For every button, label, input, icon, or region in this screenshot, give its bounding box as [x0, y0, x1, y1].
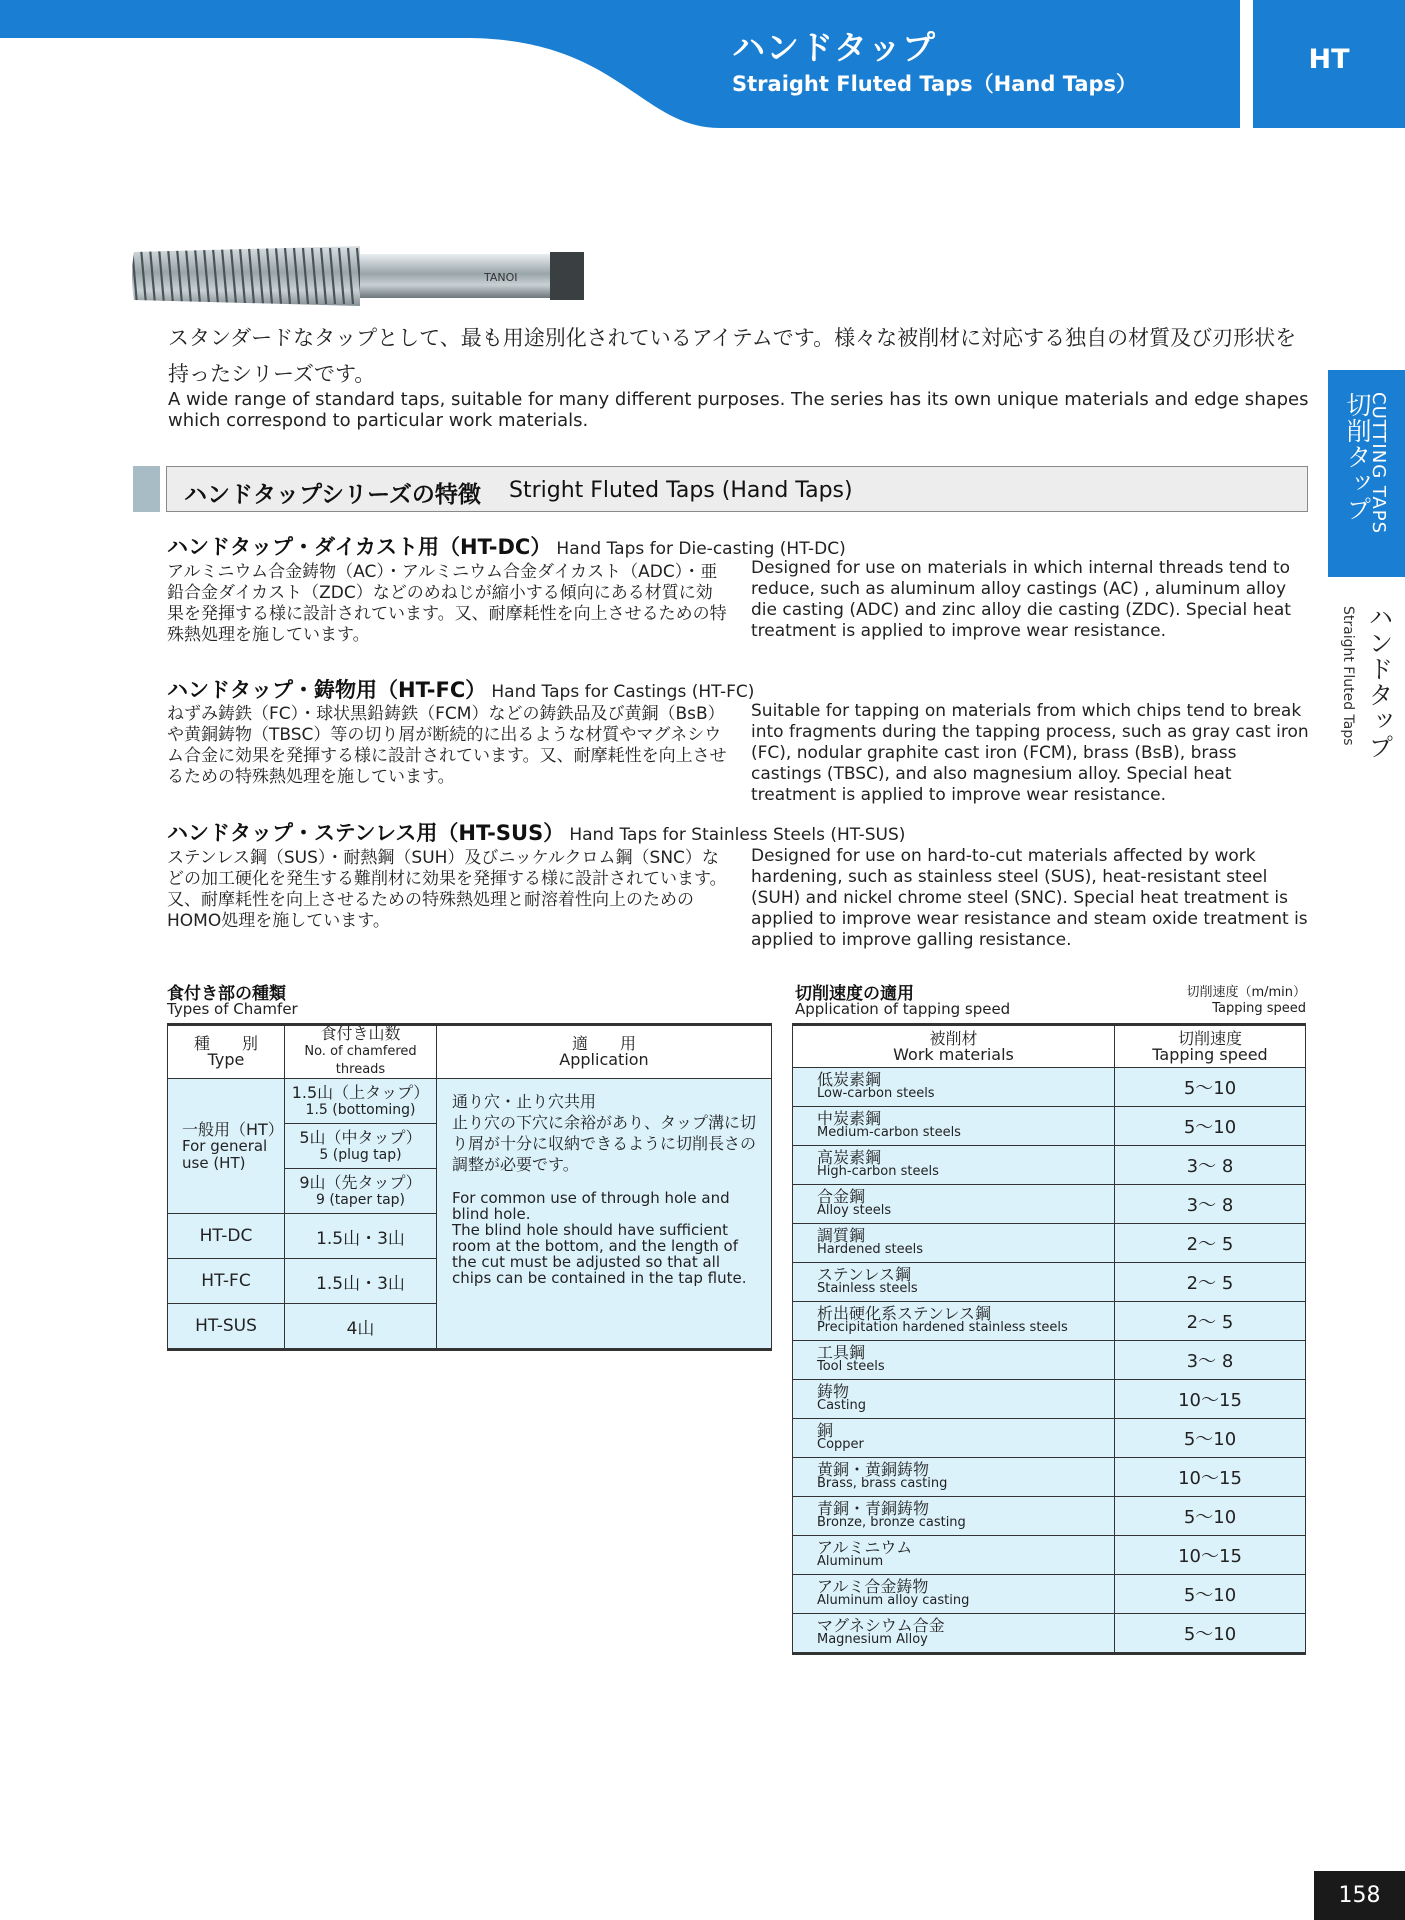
- side-tab-label-en: CUTTING TAPS: [1368, 392, 1389, 535]
- features-heading-ja: ハンドタップシリーズの特徴: [184, 482, 481, 508]
- table-row: [793, 1341, 1306, 1380]
- tapping-speed-cell: 3～ 8: [1115, 1146, 1306, 1185]
- material-name-en: Bronze, bronze casting: [817, 1515, 966, 1530]
- section-code: HT: [1308, 44, 1350, 75]
- material-name-en: Precipitation hardened stainless steels: [817, 1320, 1068, 1335]
- table-row: [793, 1146, 1306, 1185]
- tapping-speed-cell: 5～10: [1115, 1575, 1306, 1614]
- material-name-en: Alloy steels: [817, 1203, 892, 1218]
- material-name-ja: 鋳物: [817, 1382, 850, 1401]
- hand-tap-image: [130, 240, 600, 312]
- work-material-cell: [793, 1224, 1115, 1263]
- work-material-cell: [793, 1341, 1115, 1380]
- tapping-speed-cell: 2～ 5: [1115, 1224, 1306, 1263]
- material-name-en: Tool steels: [817, 1359, 885, 1374]
- threads-cell: 4山: [285, 1304, 437, 1350]
- material-name-ja: 銅: [817, 1421, 834, 1440]
- threads-cell: 1.5山（上タップ） 1.5 (bottoming): [285, 1079, 437, 1124]
- chamfer-table-caption-ja: 食付き部の種類: [167, 984, 286, 1004]
- type-cell: 一般用（HT） For general use (HT): [168, 1079, 285, 1214]
- application-text-ja: 通り穴・止り穴共用 止り穴の下穴に余裕があり、タップ溝に切り屑が十分に収納できるように切削長さの調整が必要です。: [452, 1092, 757, 1174]
- column-header: 食付き山数 No. of chamfered threads: [285, 1025, 437, 1079]
- feature-ht-dc-desc-en: Designed for use on materials in which internal threads tend to reduce, such as aluminum alloy castings (AC) , aluminum alloy die casting (ADC) and zinc alloy die casting (ZDC). Special heat treatment is applied to improve wear resistance.: [751, 558, 1291, 641]
- table-row: [168, 1079, 772, 1124]
- material-name-en: Medium-carbon steels: [817, 1125, 961, 1140]
- material-name-ja: 調質鋼: [817, 1226, 866, 1245]
- page-subtitle: Straight Fluted Taps（Hand Taps）: [732, 72, 1138, 96]
- work-material-cell: [793, 1419, 1115, 1458]
- column-header: 被削材 Work materials: [793, 1025, 1115, 1068]
- feature-title-en: Hand Taps for Die-casting (HT-DC): [556, 539, 846, 559]
- material-name-ja: 合金鋼: [817, 1187, 866, 1206]
- table-row: [793, 1458, 1306, 1497]
- material-name-ja: 低炭素鋼: [817, 1070, 882, 1089]
- type-cell: HT-FC: [168, 1259, 285, 1304]
- brand-mark: TANOI: [484, 271, 518, 284]
- feature-ht-sus-desc-en: Designed for use on hard-to-cut materials affected by work hardening, such as stainless steel (SUS), heat-resistant steel (SUH) and nickel chrome steel (SNC). Special heat treatment is applied to improve wear resistance and steam oxide treatment is applied to improve galling resistance.: [751, 846, 1308, 950]
- tapping-speed-cell: 2～ 5: [1115, 1263, 1306, 1302]
- table-row: [793, 1614, 1306, 1654]
- feature-ht-sus-desc-ja: ステンレス鋼（SUS）・耐熱鋼（SUH）及びニッケルクロム鋼（SNC）などの加工硬化を発生する難削材に効果を発揮する様に設計されています。又、耐摩耗性を向上させるための特殊熱処理と耐溶着性向上のためのHOMO処理を施しています。: [167, 848, 727, 931]
- table-row: [793, 1419, 1306, 1458]
- work-material-cell: [793, 1497, 1115, 1536]
- table-row: [793, 1302, 1306, 1341]
- work-material-cell: [793, 1263, 1115, 1302]
- work-material-cell: [793, 1536, 1115, 1575]
- table-row: [793, 1380, 1306, 1419]
- chamfer-table-caption-en: Types of Chamfer: [167, 1000, 298, 1018]
- material-name-ja: 析出硬化系ステンレス鋼: [817, 1304, 992, 1323]
- tapping-speed-cell: 5～10: [1115, 1497, 1306, 1536]
- material-name-ja: アルミニウム: [817, 1538, 913, 1557]
- work-material-cell: [793, 1380, 1115, 1419]
- work-material-cell: [793, 1575, 1115, 1614]
- material-name-ja: 青銅・青銅鋳物: [817, 1499, 930, 1518]
- page-number: 158: [1314, 1871, 1405, 1920]
- work-material-cell: [793, 1146, 1115, 1185]
- material-name-ja: 中炭素鋼: [817, 1109, 882, 1128]
- table-header-row: [793, 1025, 1306, 1068]
- side-tab-label-ja: 切削タップ: [1343, 392, 1372, 522]
- material-name-ja: アルミ合金鋳物: [817, 1577, 929, 1596]
- tapping-speed-cell: 10～15: [1115, 1380, 1306, 1419]
- threads-cell: 5山（中タップ） 5 (plug tap): [285, 1124, 437, 1169]
- application-text-en: For common use of through hole and blind hole. The blind hole should have sufficient room at the bottom, and the length of the cut must be adjusted so that all chips can be contained in the tap flute.: [452, 1189, 747, 1287]
- threads-cell: 1.5山・3山: [285, 1259, 437, 1304]
- column-header: 切削速度 Tapping speed: [1115, 1025, 1306, 1068]
- threads-cell: 9山（先タップ） 9 (taper tap): [285, 1169, 437, 1214]
- feature-title-en: Hand Taps for Stainless Steels (HT-SUS): [569, 825, 906, 845]
- speed-table-caption-en: Application of tapping speed: [795, 1000, 1011, 1018]
- feature-title-ja: ハンドタップ・ステンレス用（HT-SUS）: [167, 821, 565, 845]
- table-row: [793, 1224, 1306, 1263]
- work-material-cell: [793, 1302, 1115, 1341]
- material-name-en: Copper: [817, 1437, 864, 1452]
- side-subtab-label-en: Straight Fluted Taps: [1340, 606, 1356, 746]
- work-material-cell: [793, 1107, 1115, 1146]
- material-name-ja: 黄銅・黄銅鋳物: [817, 1460, 930, 1479]
- tapping-speed-table: [792, 1023, 1306, 1655]
- material-name-en: Aluminum: [817, 1554, 884, 1569]
- tapping-speed-cell: 10～15: [1115, 1536, 1306, 1575]
- tapping-speed-cell: 10～15: [1115, 1458, 1306, 1497]
- column-header: 適 用 Application: [437, 1025, 772, 1079]
- feature-ht-fc-title: [167, 674, 754, 704]
- material-name-en: Aluminum alloy casting: [817, 1593, 970, 1608]
- chamfer-table: [167, 1023, 772, 1351]
- work-material-cell: [793, 1185, 1115, 1224]
- table-row: [793, 1263, 1306, 1302]
- feature-title-en: Hand Taps for Castings (HT-FC): [491, 682, 755, 702]
- feature-ht-dc-title: [167, 531, 846, 561]
- column-header: 種 別 Type: [168, 1025, 285, 1079]
- tapping-speed-cell: 3～ 8: [1115, 1185, 1306, 1224]
- material-name-ja: 高炭素鋼: [817, 1148, 882, 1167]
- type-cell: HT-DC: [168, 1214, 285, 1259]
- material-name-en: Magnesium Alloy: [817, 1632, 928, 1647]
- work-material-cell: [793, 1458, 1115, 1497]
- section-marker: [133, 466, 160, 512]
- tapping-speed-cell: 5～10: [1115, 1068, 1306, 1107]
- application-cell: [437, 1079, 772, 1350]
- header-band: [0, 0, 1405, 130]
- tapping-speed-cell: 5～10: [1115, 1107, 1306, 1146]
- table-row: [793, 1185, 1306, 1224]
- feature-ht-sus-title: [167, 817, 905, 847]
- feature-ht-fc-desc-en: Suitable for tapping on materials from which chips tend to break into fragments during the tapping process, such as gray cast iron (FC), nodular graphite cast iron (FCM), brass (BsB), brass castings (TBSC), and also magnesium alloy. Special heat treatment is applied to improve wear resistance.: [751, 701, 1309, 805]
- feature-ht-fc-desc-ja: ねずみ鋳鉄（FC）・球状黒鉛鋳鉄（FCM）などの鋳鉄品及び黄銅（BsB）や黄銅鋳物（TBSC）等の切り屑が断続的に出るような材質やマグネシウム合金に効果を発揮する様に設計されています。又、耐摩耗性を向上させるための特殊熱処理を施しています。: [167, 704, 727, 787]
- table-row: [793, 1497, 1306, 1536]
- material-name-ja: マグネシウム合金: [817, 1616, 945, 1635]
- material-name-en: Casting: [817, 1398, 867, 1413]
- material-name-en: Low-carbon steels: [817, 1086, 935, 1101]
- speed-table-caption-ja: 切削速度の適用: [795, 984, 914, 1004]
- work-material-cell: [793, 1068, 1115, 1107]
- material-name-en: Hardened steels: [817, 1242, 923, 1257]
- material-name-ja: ステンレス鋼: [817, 1265, 912, 1284]
- feature-title-ja: ハンドタップ・鋳物用（HT-FC）: [167, 678, 487, 702]
- tapping-speed-cell: 5～10: [1115, 1614, 1306, 1654]
- tapping-speed-cell: 5～10: [1115, 1419, 1306, 1458]
- side-subtab-label-ja: ハンドタップ: [1365, 604, 1394, 760]
- table-row: [793, 1107, 1306, 1146]
- material-name-en: High-carbon steels: [817, 1164, 939, 1179]
- feature-title-ja: ハンドタップ・ダイカスト用（HT-DC）: [167, 535, 552, 559]
- intro-text-en: A wide range of standard taps, suitable for many different purposes. The series has its own unique materials and edge shapes which correspond to particular work materials.: [168, 389, 1309, 431]
- speed-unit-label: 切削速度（m/min） Tapping speed: [1186, 985, 1306, 1016]
- material-name-en: Brass, brass casting: [817, 1476, 948, 1491]
- table-row: [793, 1536, 1306, 1575]
- table-row: [793, 1575, 1306, 1614]
- feature-ht-dc-desc-ja: アルミニウム合金鋳物（AC）・アルミニウム合金ダイカスト（ADC）・亜鉛合金ダイカスト（ZDC）などのめねじが縮小する傾向にある材質に効果を発揮する様に設計されています。又、耐摩耗性を向上させるための特殊熱処理を施しています。: [167, 562, 727, 645]
- features-heading-en: Stright Fluted Taps (Hand Taps): [509, 478, 853, 503]
- tapping-speed-cell: 3～ 8: [1115, 1341, 1306, 1380]
- table-row: [793, 1068, 1306, 1107]
- threads-cell: 1.5山・3山: [285, 1214, 437, 1259]
- work-material-cell: [793, 1614, 1115, 1654]
- intro-text-ja: スタンダードなタップとして、最も用途別化されているアイテムです。様々な被削材に対応する独自の材質及び刃形状を持ったシリーズです。: [168, 326, 1297, 386]
- page-title: ハンドタップ: [732, 28, 936, 67]
- table-header-row: [168, 1025, 772, 1079]
- tapping-speed-cell: 2～ 5: [1115, 1302, 1306, 1341]
- material-name-ja: 工具鋼: [817, 1343, 866, 1362]
- type-cell: HT-SUS: [168, 1304, 285, 1350]
- material-name-en: Stainless steels: [817, 1281, 918, 1296]
